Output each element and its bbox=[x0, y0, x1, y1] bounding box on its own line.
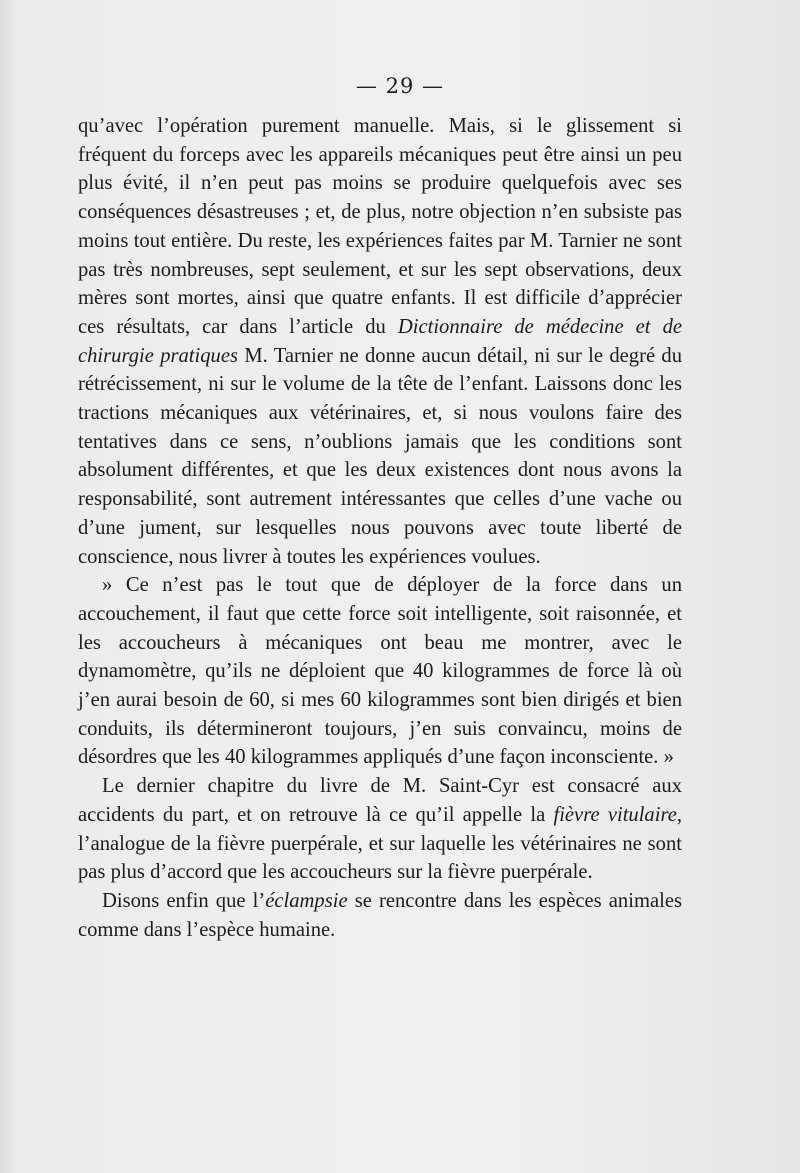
italic-term: fièvre vitulaire bbox=[553, 803, 677, 826]
text-run: Le dernier chapitre du livre de M. Saint-Cyr est consacré aux accidents du part, et on retrouve là ce qu’il appelle la bbox=[78, 775, 682, 826]
text-run: qu’avec l’opération purement manuelle. Mais, si le glissement si fréquent du forceps avec les appareils mécaniques peut être ainsi un peu plus évité, il n’en peut pas moins se produire quelquefois avec ses conséquences désastreuses ; et, de plus, notre objection n’en subsiste pas moins tout entière. Du reste, les expériences faites par M. Tarnier ne sont pas très nombreuses, sept seulement, et sur les sept observations, deux mères sont mortes, ainsi que quatre enfants. Il est difficile d’apprécier ces résultats, car dans l’article du bbox=[78, 115, 682, 338]
paragraph-2 bbox=[78, 571, 682, 772]
paragraph-3 bbox=[78, 772, 682, 887]
text-run: M. Tarnier ne donne aucun détail, ni sur le degré du rétrécissement, ni sur le volume de la tête de l’enfant. Laissons donc les tractions mécaniques aux vétérinaires, et, si nous voulons faire des tentatives dans ce sens, n’oublions jamais que les conditions sont absolument différentes, et que les deux existences dont nous avons la responsabilité, sont autrement intéressantes que celles d’une vache ou d’une jument, sur lesquelles nous pouvons avec toute liberté de conscience, nous livrer à toutes les expériences voulues. bbox=[78, 344, 683, 568]
page-body bbox=[78, 112, 682, 944]
page-number: — 29 — bbox=[355, 74, 445, 98]
text-run: , l’analogue de la fièvre puerpérale, et sur laquelle les vétérinaires ne sont pas plus d’accord que les accoucheurs sur la fièvre puerpérale. bbox=[78, 803, 682, 884]
italic-term: éclampsie bbox=[265, 889, 348, 912]
paragraph-4 bbox=[78, 887, 682, 944]
text-run: » Ce n’est pas le tout que de déployer de la force dans un accouchement, il faut que cette force soit intelligente, soit raisonnée, et les accoucheurs à mécaniques ont beau me montrer, avec le dynamomètre, qu’ils ne déploient que 40 kilogrammes de force là où j’en aurai besoin de 60, si mes 60 kilogrammes sont bien dirigés et bien conduits, ils détermineront toujours, j’en suis convaincu, moins de désordres que les 40 kilogrammes appliqués d’une façon inconsciente. » bbox=[78, 574, 682, 769]
text-run: Disons enfin que l’ bbox=[102, 889, 266, 912]
text-run: se rencontre dans les espèces animales comme dans l’espèce humaine. bbox=[78, 889, 682, 941]
italic-title: Dictionnaire de médecine et de chirurgie pratiques bbox=[78, 315, 683, 367]
paragraph-1 bbox=[78, 112, 682, 571]
